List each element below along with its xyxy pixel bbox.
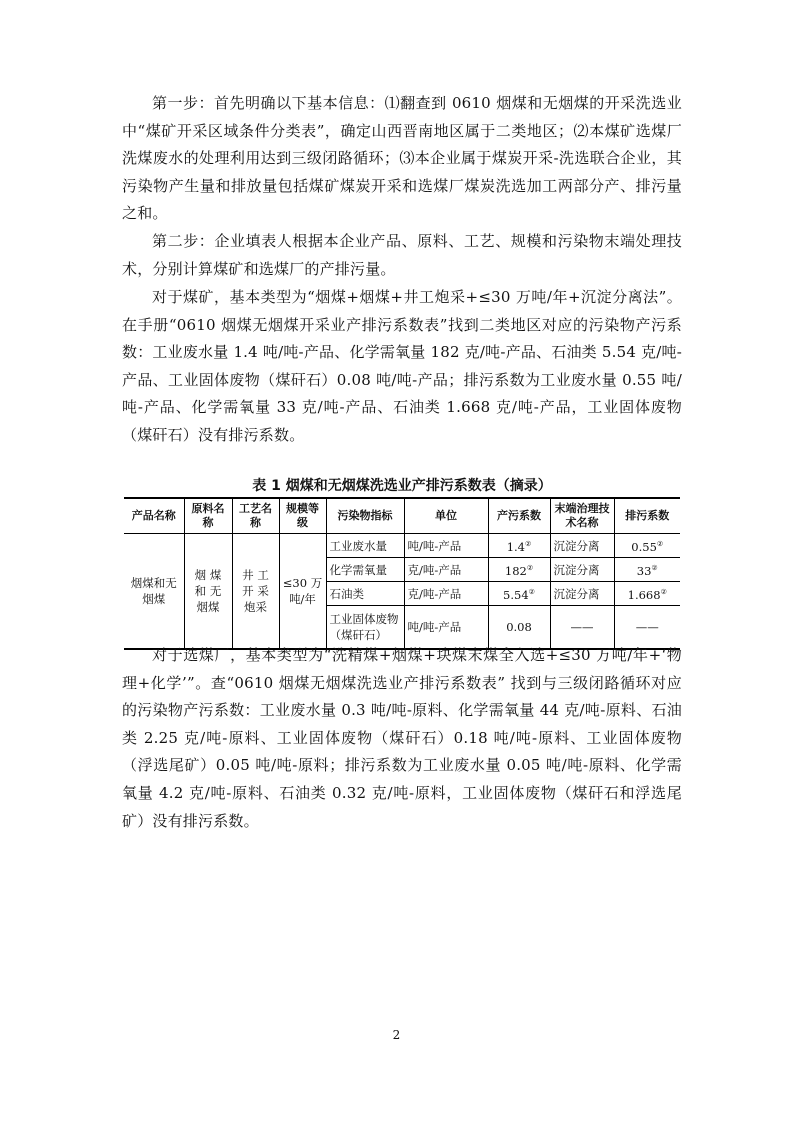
emission-coefficient-table [124, 497, 680, 650]
paragraph-preparation-plant: 对于选煤厂，基本类型为“洗精煤+烟煤+块煤末煤全入选+≤30 万吨/年+‘物理+化学’”。查“0610 烟煤无烟煤洗选业产排污系数表” 找到与三级闭路循环对应的污染物产污系数：工业废水量 0.3 吨/吨-原料、化学需氧量 44 克/吨-原料、石油类 2.25 克/吨-原料、工业固体废物（煤矸石）0.18 吨/吨-原料、工业固体废物（浮选尾矿）0.05 吨/吨-原料；排污系数为工业废水量 0.05 吨/吨-原料、化学需氧量 4.2 克/吨-原料、石油类 0.32 克/吨-原料，工业固体废物（煤矸石和浮选尾矿）没有排污系数。 [122, 646, 682, 830]
tech-cell: 沉淀分离 [550, 534, 614, 558]
tech-cell: 沉淀分离 [550, 558, 614, 582]
note: ② [660, 588, 667, 597]
value: 0.55 [631, 539, 657, 554]
discharge-cell [614, 582, 680, 606]
paragraph-coal-mine: 对于煤矿，基本类型为“烟煤+烟煤+井工炮采+≤30 万吨/年+沉淀分离法”。在手册“0610 烟煤无烟煤开采业产排污系数表”找到二类地区对应的污染物产污系数：工业废水量 1.4 吨/吨-产品、化学需氧量 182 克/吨-产品、石油类 5.54 克/吨-产品、工业固体废物（煤矸石）0.08 吨/吨-产品；排污系数为工业废水量 0.55 吨/吨-产品、化学需氧量 33 克/吨-产品、石油类 1.668 克/吨-产品，工业固体废物（煤矸石）没有排污系数。 [122, 288, 682, 444]
discharge-cell [614, 534, 680, 558]
note: ② [525, 540, 532, 549]
discharge-cell: —— [614, 606, 680, 650]
value: 1.668 [627, 587, 661, 602]
unit-cell: 克/吨-产品 [404, 558, 488, 582]
table-header-row [124, 498, 680, 534]
header-cell: 原料名称 [184, 498, 232, 534]
indicator-cell: 工业废水量 [326, 534, 404, 558]
header-cell: 排污系数 [614, 498, 680, 534]
note: ② [528, 588, 535, 597]
value: 33 [636, 563, 652, 578]
unit-cell: 克/吨-产品 [404, 582, 488, 606]
note: ② [526, 564, 534, 573]
process-cell: 井 工 开 采 炮采 [232, 534, 279, 650]
table-row [124, 534, 680, 558]
header-cell: 末端治理技术名称 [550, 498, 614, 534]
unit-cell: 吨/吨-产品 [404, 534, 488, 558]
scale-cell: ≤30 万吨/年 [279, 534, 326, 650]
generation-cell [488, 558, 550, 582]
indicator-cell: 工业固体废物（煤矸石） [326, 606, 404, 650]
generation-cell [488, 534, 550, 558]
generation-cell: 0.08 [488, 606, 550, 650]
header-cell: 规模等级 [279, 498, 326, 534]
value: 182 [504, 563, 527, 578]
value: 1.4 [506, 539, 525, 554]
discharge-cell [614, 558, 680, 582]
material-cell: 烟 煤 和 无 烟煤 [184, 534, 232, 650]
indicator-cell: 化学需氧量 [326, 558, 404, 582]
value: 5.54 [503, 587, 529, 602]
paragraph-step-one: 第一步：首先明确以下基本信息：⑴翻查到 0610 烟煤和无烟煤的开采洗选业中“煤矿开采区域条件分类表”，确定山西晋南地区属于二类地区；⑵本煤矿选煤厂洗煤废水的处理利用达到三级闭路循环；⑶本企业属于煤炭开采-洗选联合企业，其污染物产生量和排放量包括煤矿煤炭开采和选煤厂煤炭洗选加工两部分产、排污量之和。 [122, 94, 682, 223]
header-cell: 单位 [404, 498, 488, 534]
tech-cell: —— [550, 606, 614, 650]
table-caption: 表 1 烟煤和无烟煤洗选业产排污系数表（摘录） [252, 478, 552, 494]
header-cell: 产品名称 [124, 498, 184, 534]
header-cell: 工艺名称 [232, 498, 279, 534]
note: ② [656, 540, 664, 549]
generation-cell [488, 582, 550, 606]
header-cell: 污染物指标 [326, 498, 404, 534]
page-number: 2 [392, 1028, 401, 1042]
paragraph-step-two: 第二步：企业填表人根据本企业产品、原料、工艺、规模和污染物末端处理技术，分别计算煤矿和选煤厂的产排污量。 [122, 232, 682, 278]
header-cell: 产污系数 [488, 498, 550, 534]
note: ② [651, 564, 658, 573]
tech-cell: 沉淀分离 [550, 582, 614, 606]
product-cell: 烟煤和无烟煤 [124, 534, 184, 650]
unit-cell: 吨/吨-产品 [404, 606, 488, 650]
indicator-cell: 石油类 [326, 582, 404, 606]
